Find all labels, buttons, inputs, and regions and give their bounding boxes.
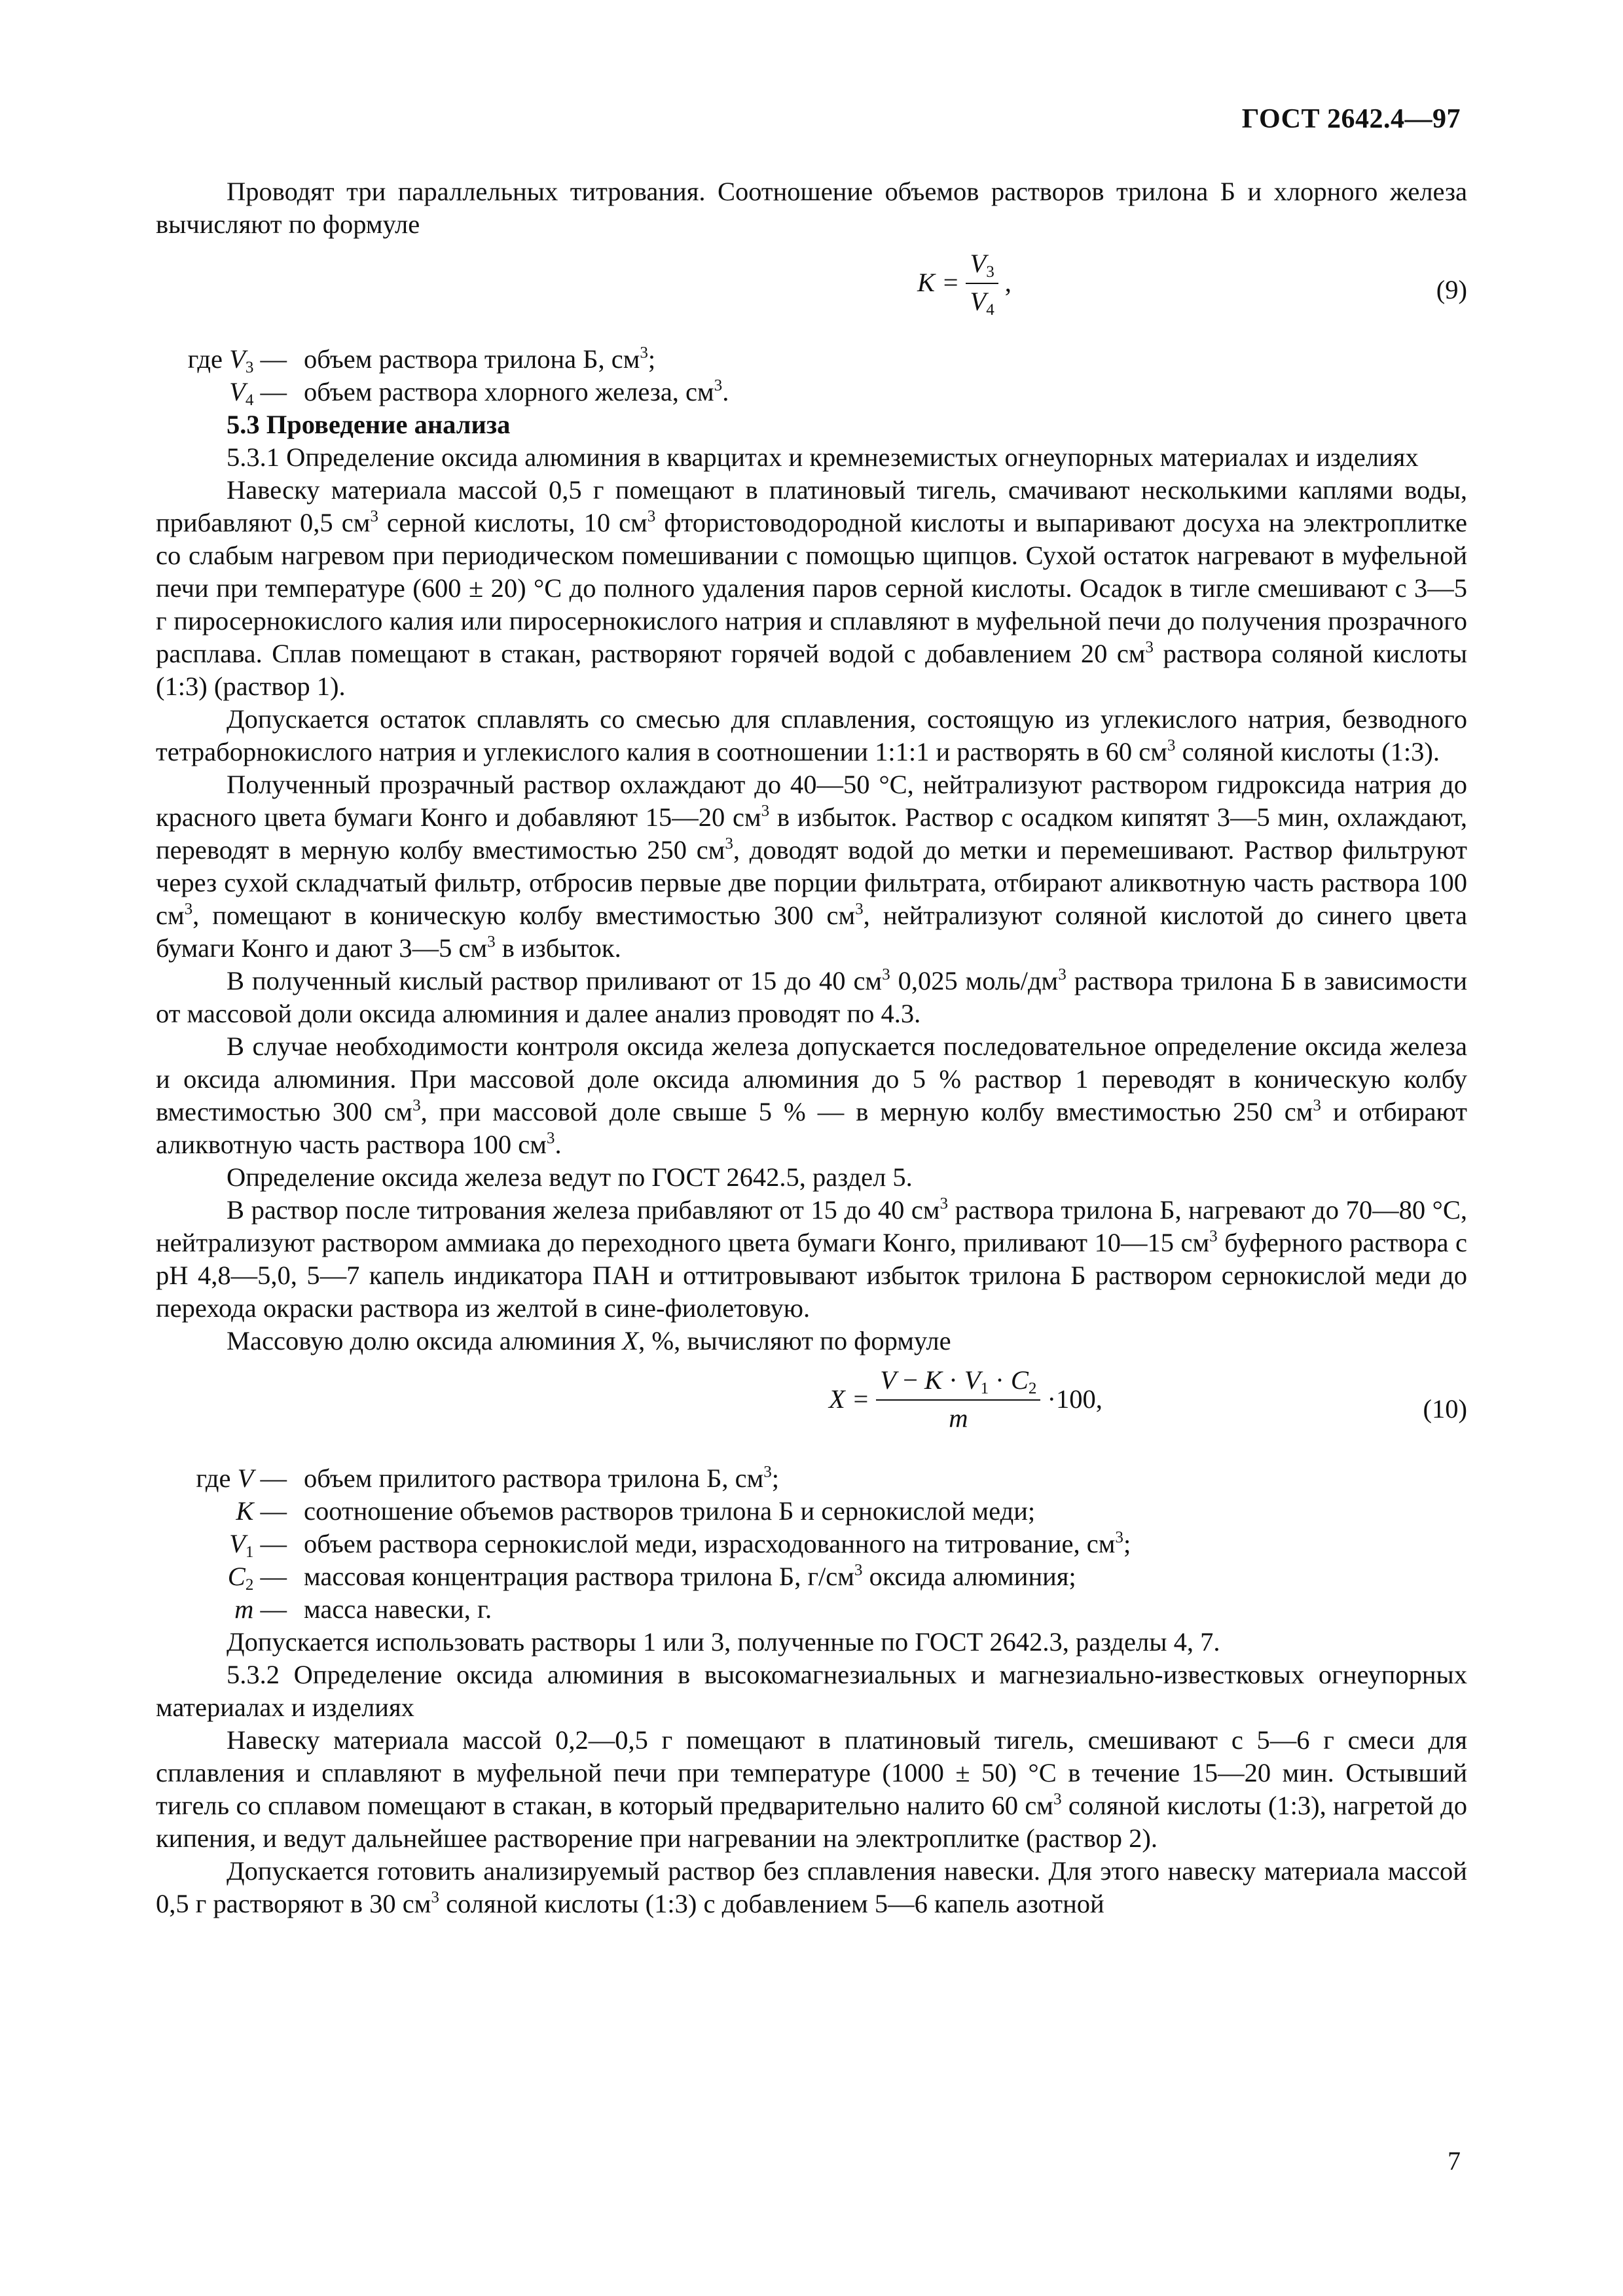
where-9-symbol: $V_4$ —	[229, 377, 287, 410]
formula-9-number: (9)	[1436, 275, 1467, 304]
paragraph-b1: Навеску материала массой 0,2—0,5 г помещают в платиновый тигель, смешивают с 5—6 г смеси для сплавления и сплавляют в муфельной печи при температуре (1000 ± 50) °С в течение 15—20 мин. Остывший тигель со сплавом помещают в стакан, в который предварительно налито 60 $см^3$ соляной кислоты (1:3), нагретой до кипения, и ведут дальнейшее растворение при нагревании на электроплитке (раствор 2).	[156, 1725, 1467, 1853]
formula-10-number: (10)	[1423, 1394, 1467, 1424]
formula-9-lhs: K =	[917, 268, 960, 297]
paragraph-a4: В полученный кислый раствор приливают от 15 до 40 $см^3$ 0,025 моль/$дм^3$ раствора трилона Б в зависимости от массовой доли оксида алюминия и далее анализ проводят по 4.3.	[156, 965, 1468, 1028]
formula-10	[156, 1357, 1467, 1462]
document-code: ГОСТ 2642.4—97	[1241, 104, 1461, 134]
formula-9-numerator: $V_3$	[970, 249, 994, 281]
where-10-symbol: m —	[234, 1594, 287, 1624]
formula-10-tail: ·100,	[1047, 1384, 1103, 1414]
where-10-symbol: K —	[236, 1496, 287, 1526]
formula-10-expression	[829, 1364, 1103, 1435]
where-list-9	[156, 343, 1467, 408]
formula-9-expression	[917, 247, 1012, 318]
where-10-definition: соотношение объемов растворов трилона Б и сернокислой меди;	[304, 1496, 1036, 1526]
where-10-definition: объем прилитого раствора трилона Б, $см^3$;	[304, 1463, 780, 1493]
formula-10-numerator: $V - K \cdot V_1 \cdot C_2$	[880, 1365, 1037, 1398]
paragraph-intro: Проводят три параллельных титрования. Соотношение объемов растворов трилона Б и хлорного железа вычисляют по формуле	[156, 177, 1467, 239]
subsection-5-3-1: 5.3.1 Определение оксида алюминия в кварцитах и кремнеземистых огнеупорных материалах и изделиях	[227, 442, 1419, 472]
section-heading-5-3: 5.3 Проведение анализа	[227, 410, 511, 439]
where-10-symbol: $V_1$ —	[229, 1529, 287, 1562]
where-10-definition: объем раствора сернокислой меди, израсходованного на титрование, $см^3$;	[304, 1528, 1131, 1558]
subsection-5-3-2: 5.3.2 Определение оксида алюминия в высокомагнезиальных и магнезиально-известковых огнеупорных материалах и изделиях	[156, 1660, 1467, 1722]
paragraph-a8: Массовую долю оксида алюминия X, %, вычисляют по формуле	[227, 1326, 951, 1355]
paragraph-a1: Навеску материала массой 0,5 г помещают в платиновый тигель, смачивают несколькими каплями воды, прибавляют 0,5 $см^3$ серной кислоты, 10 $см^3$ фтористоводородной кислоты и выпаривают досуха на электроплитке со слабым нагревом при периодическом помешивании с помощью щипцов. Сухой остаток нагревают в муфельной печи при температуре (600 ± 20) °С до полного удаления паров серной кислоты. Осадок в тигле смешивают с 3—5 г пиросернокислого калия или пиросернокислого натрия и сплавляют в муфельной печи до получения прозрачного расплава. Сплав помещают в стакан, растворяют горячей водой с добавлением 20 $см^3$ раствора соляной кислоты (1:3) (раствор 1).	[156, 475, 1468, 701]
paragraph-a9: Допускается использовать растворы 1 или 3, полученные по ГОСТ 2642.3, разделы 4, 7.	[227, 1627, 1220, 1657]
where-10-definition: массовая концентрация раствора трилона Б, $г/см^3$ оксида алюминия;	[304, 1561, 1076, 1591]
paragraph-a7: В раствор после титрования железа прибавляют от 15 до 40 $см^3$ раствора трилона Б, нагревают до 70—80 °С, нейтрализуют раствором аммиака до переходного цвета бумаги Конго, приливают 10—15 $см^3$ буферного раствора с рН 4,8—5,0, 5—7 капель индикатора ПАН и оттитровывают избыток трилона Б раствором сернокислой меди до перехода окраски раствора из желтой в сине-фиолетовую.	[156, 1194, 1467, 1323]
paragraph-a3: Полученный прозрачный раствор охлаждают до 40—50 °С, нейтрализуют раствором гидроксида натрия до красного цвета бумаги Конго и добавляют 15—20 $см^3$ в избыток. Раствор с осадком кипятят 3—5 мин, охлаждают, переводят в мерную колбу вместимостью 250 $см^3$, доводят водой до метки и перемешивают. Раствор фильтруют через сухой складчатый фильтр, отбросив первые две порции фильтрата, отбирают аликвотную часть раствора 100 $см^3$, помещают в коническую колбу вместимостью 300 $см^3$, нейтрализуют соляной кислотой до синего цвета бумаги Конго и дают 3—5 $см^3$ в избыток.	[156, 770, 1467, 963]
formula-9-tail: ,	[1004, 268, 1012, 297]
formula-10-fraction	[876, 1364, 1040, 1435]
formula-10-lhs: X =	[829, 1384, 870, 1414]
formula-9	[156, 241, 1467, 343]
formula-10-denominator: m	[949, 1403, 968, 1433]
paragraph-a2: Допускается остаток сплавлять со смесью для сплавления, состоящую из углекислого натрия, безводного тетраборнокислого натрия и углекислого калия в соотношении 1:1:1 и растворять в 60 $см^3$ соляной кислоты (1:3).	[156, 704, 1467, 766]
document-body	[156, 175, 1467, 1920]
where-10-symbol: $C_2$ —	[227, 1562, 287, 1594]
where-9-symbol: где $V_3$ —	[187, 344, 287, 377]
paragraph-b2: Допускается готовить анализируемый раствор без сплавления навески. Для этого навеску материала массой 0,5 г растворяют в 30 $см^3$ соляной кислоты (1:3) с добавлением 5—6 капель азотной	[156, 1856, 1467, 1918]
where-9-definition: объем раствора хлорного железа, $см^3$.	[304, 376, 729, 406]
paragraph-a6: Определение оксида железа ведут по ГОСТ 2642.5, раздел 5.	[227, 1162, 913, 1192]
where-list-10	[156, 1462, 1467, 1626]
where-10-definition: масса навески, г.	[304, 1594, 492, 1624]
page-number: 7	[1448, 2146, 1461, 2176]
where-10-symbol: где V —	[196, 1463, 287, 1493]
paragraph-a5: В случае необходимости контроля оксида железа допускается последовательное определение оксида железа и оксида алюминия. При массовой доле оксида алюминия до 5 % раствор 1 переводят в коническую колбу вместимостью 300 $см^3$, при массовой доле свыше 5 % — в мерную колбу вместимостью 250 $см^3$ и отбирают аликвотную часть раствора 100 $см^3$.	[156, 1031, 1467, 1159]
formula-9-fraction	[966, 247, 998, 318]
where-9-definition: объем раствора трилона Б, $см^3$;	[304, 344, 656, 374]
formula-9-denominator: $V_4$	[970, 287, 994, 319]
